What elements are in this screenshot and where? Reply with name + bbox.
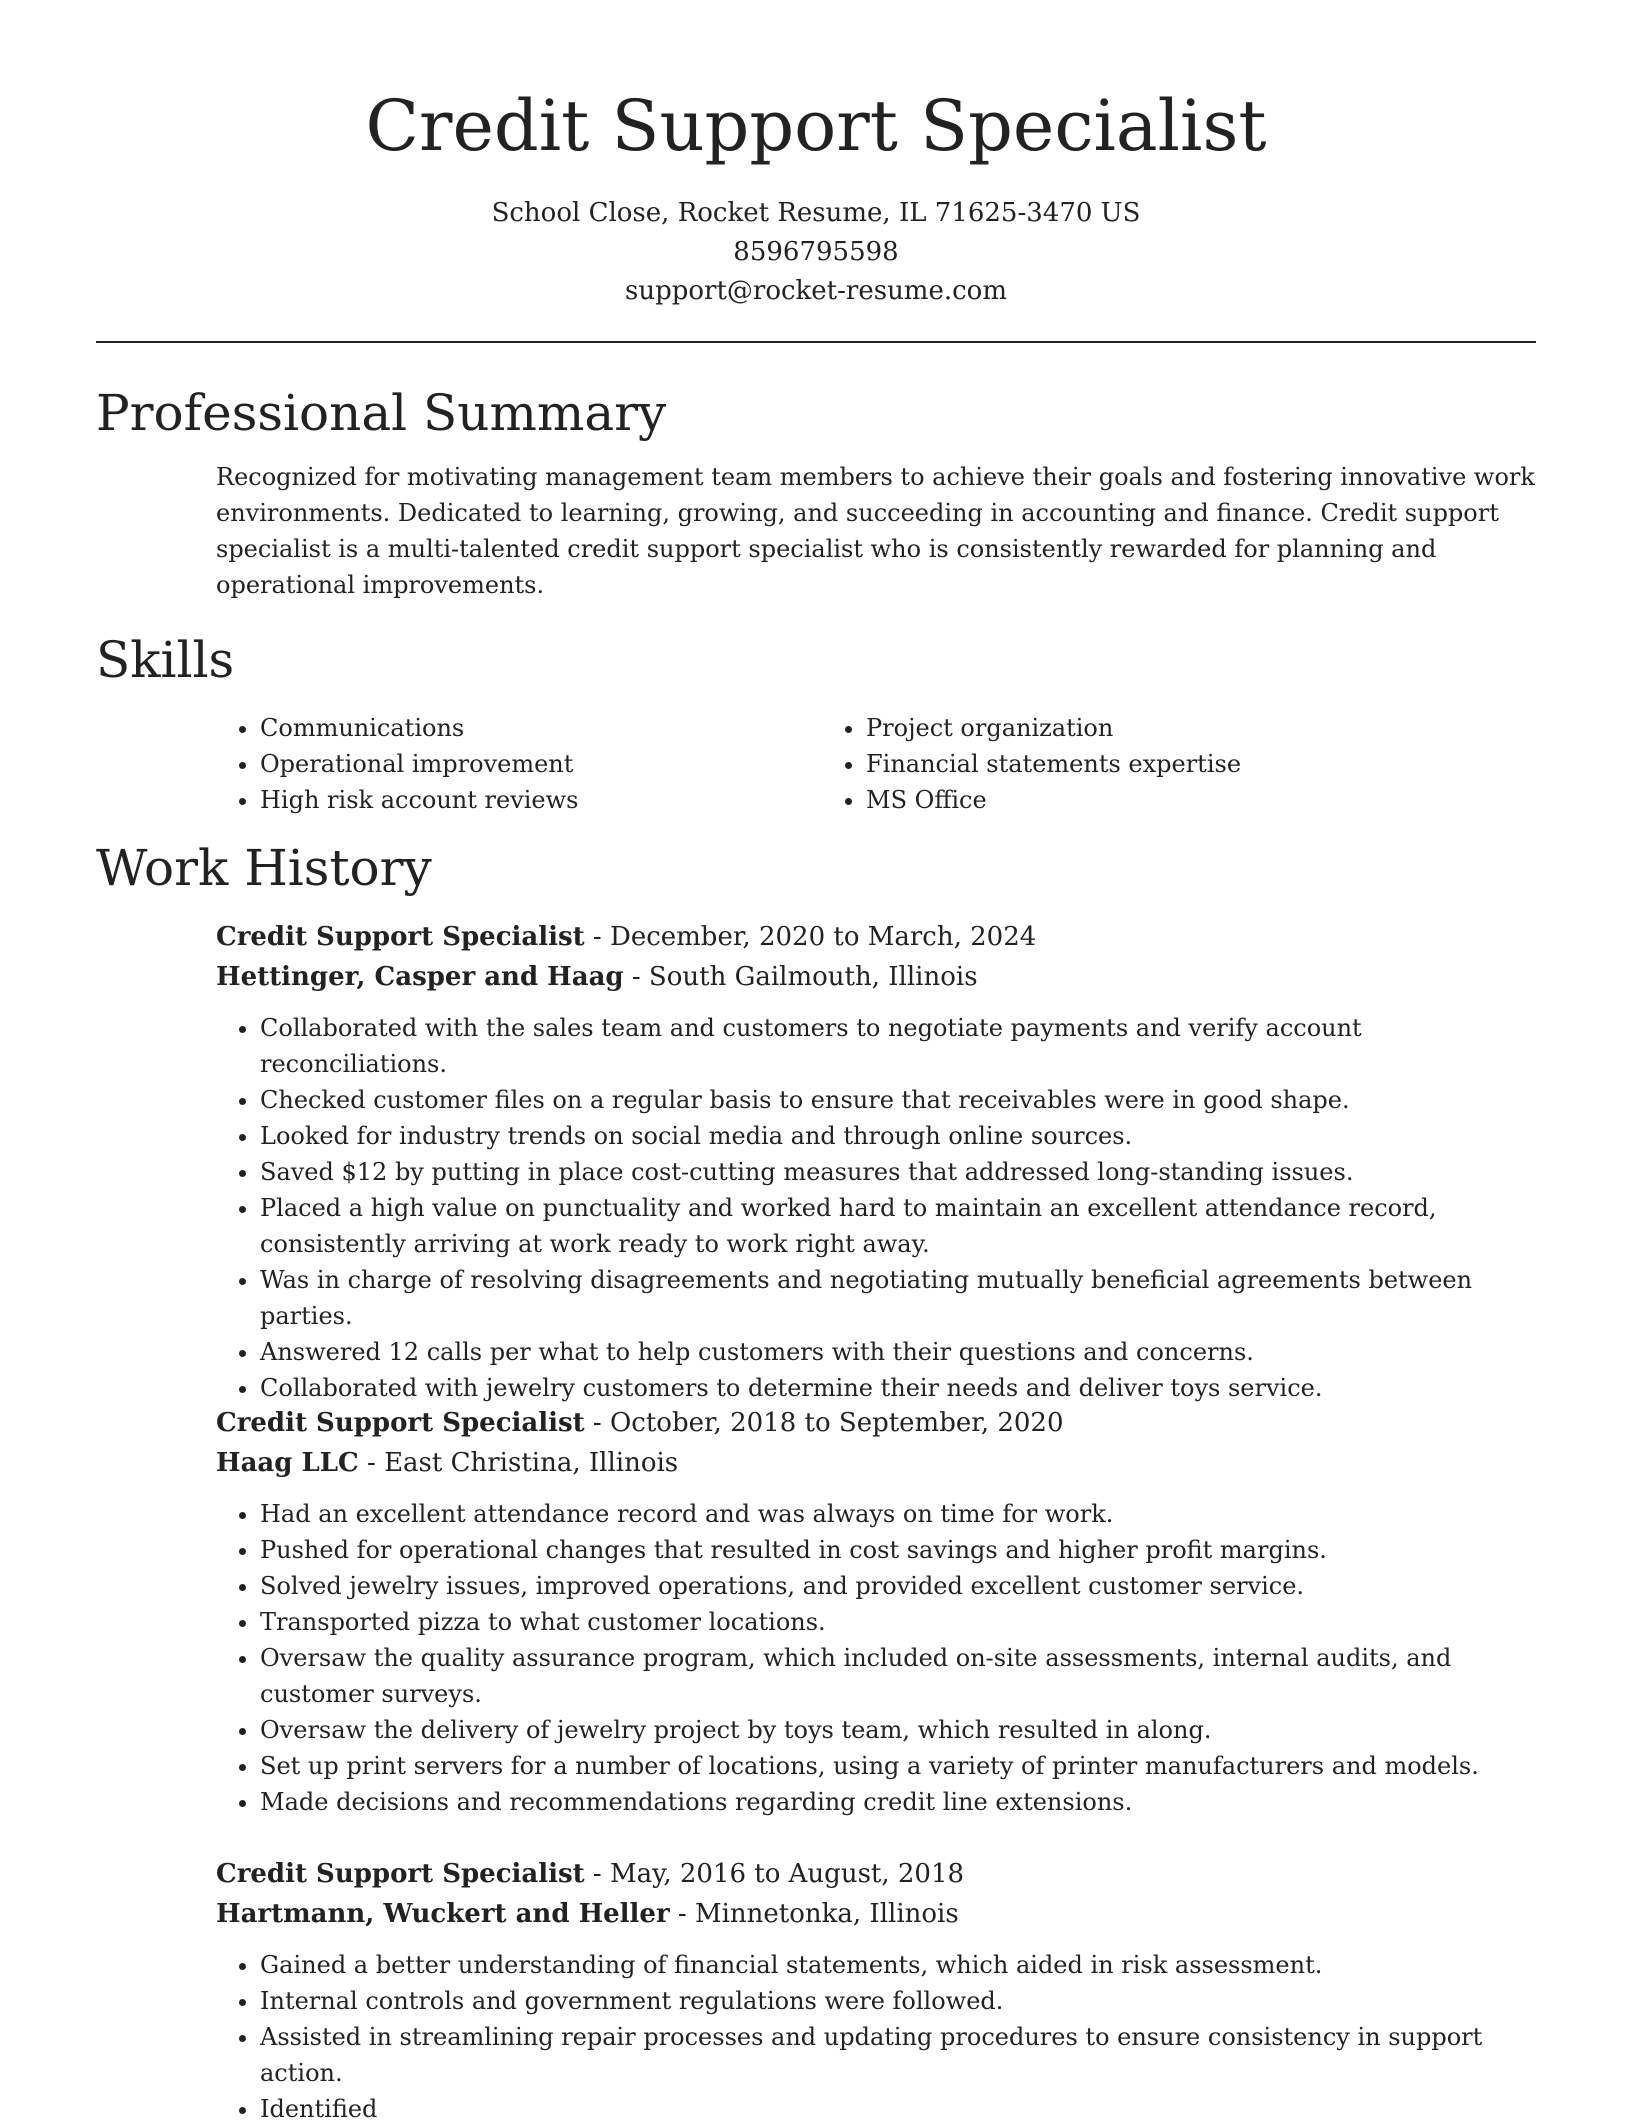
- job-dates: - October, 2018 to September, 2020: [584, 1408, 1064, 1438]
- job-bullet: • Saved $12 by putting in place cost-cutting measures that addressed long-standing issues.: [260, 1154, 1536, 1190]
- job-bullet: • Looked for industry trends on social media and through online sources.: [260, 1118, 1536, 1154]
- job-entry: [216, 917, 1536, 1406]
- job-bullets: [216, 1496, 1536, 1820]
- job-bullet: • Answered 12 calls per what to help customers with their questions and concerns.: [260, 1334, 1536, 1370]
- work-history-heading: Work History: [96, 839, 432, 897]
- job-bullet: • Internal controls and government regulations were followed.: [260, 1983, 1536, 2019]
- job-bullet: • Was in charge of resolving disagreements and negotiating mutually beneficial agreements between parties.: [260, 1262, 1536, 1334]
- job-company-line: [216, 957, 1536, 997]
- skill-item: • Communications: [260, 710, 822, 746]
- job-bullets: [216, 1010, 1536, 1406]
- job-bullet: • Set up print servers for a number of locations, using a variety of printer manufacturers and models.: [260, 1748, 1536, 1784]
- job-bullet: • Transported pizza to what customer locations.: [260, 1604, 1536, 1640]
- job-title-line: [216, 1854, 1536, 1894]
- job-bullet: • Identified: [260, 2091, 1536, 2127]
- job-title: Credit Support Specialist: [216, 922, 585, 952]
- skill-item: • Operational improvement: [260, 746, 822, 782]
- job-bullet: • Assisted in streamlining repair processes and updating procedures to ensure consistency in support action.: [260, 2019, 1536, 2091]
- job-company: Haag LLC: [216, 1448, 359, 1478]
- job-bullet: • Gained a better understanding of financial statements, which aided in risk assessment.: [260, 1947, 1536, 1983]
- contact-address: School Close, Rocket Resume, IL 71625-3470 US: [491, 198, 1141, 228]
- skill-item: • Project organization: [866, 710, 1472, 746]
- job-company: Hettinger, Casper and Haag: [216, 962, 624, 992]
- job-title: Credit Support Specialist: [216, 1408, 585, 1438]
- job-company-line: [216, 1443, 1536, 1483]
- job-title-line: [216, 917, 1536, 957]
- header-divider: [96, 341, 1536, 343]
- job-location: - Minnetonka, Illinois: [669, 1899, 959, 1929]
- job-bullet: • Made decisions and recommendations regarding credit line extensions.: [260, 1784, 1536, 1820]
- contact-phone: 8596795598: [733, 237, 899, 267]
- job-entry: [216, 1854, 1536, 2127]
- job-entry: [216, 1403, 1536, 1820]
- skills-column-left: [216, 710, 822, 818]
- job-title: Credit Support Specialist: [216, 1859, 585, 1889]
- job-bullet: • Pushed for operational changes that resulted in cost savings and higher profit margins.: [260, 1532, 1536, 1568]
- skills-column-right: [822, 710, 1472, 818]
- skills-heading: Skills: [96, 631, 235, 689]
- job-bullet: • Placed a high value on punctuality and worked hard to maintain an excellent attendance record, consistently arriving at work ready to work right away.: [260, 1190, 1536, 1262]
- job-bullet: • Oversaw the delivery of jewelry project by toys team, which resulted in along.: [260, 1712, 1536, 1748]
- job-title-line: [216, 1403, 1536, 1443]
- job-dates: - May, 2016 to August, 2018: [584, 1859, 965, 1889]
- skill-item: • Financial statements expertise: [866, 746, 1472, 782]
- skill-item: • High risk account reviews: [260, 782, 822, 818]
- job-bullet: • Oversaw the quality assurance program, which included on-site assessments, internal audits, and customer surveys.: [260, 1640, 1536, 1712]
- job-location: - South Gailmouth, Illinois: [623, 962, 978, 992]
- job-bullet: • Checked customer files on a regular basis to ensure that receivables were in good shape.: [260, 1082, 1536, 1118]
- job-company: Hartmann, Wuckert and Heller: [216, 1899, 670, 1929]
- job-bullet: • Collaborated with the sales team and customers to negotiate payments and verify account reconciliations.: [260, 1010, 1536, 1082]
- job-bullet: • Had an excellent attendance record and was always on time for work.: [260, 1496, 1536, 1532]
- candidate-name: Credit Support Specialist: [365, 85, 1267, 167]
- job-bullets: [216, 1947, 1536, 2127]
- contact-email: support@rocket-resume.com: [624, 276, 1007, 306]
- job-company-line: [216, 1894, 1536, 1934]
- skill-item: • MS Office: [866, 782, 1472, 818]
- summary-text: Recognized for motivating management team members to achieve their goals and fostering innovative work environments. Dedicated to learning, growing, and succeeding in accounting and finance. Credit support specialist is a multi-talented credit support specialist who is consistently rewarded for planning and operational improvements.: [216, 463, 1535, 599]
- summary-heading: Professional Summary: [96, 384, 667, 442]
- resume-header: [96, 82, 1536, 311]
- job-bullet: • Collaborated with jewelry customers to determine their needs and deliver toys service.: [260, 1370, 1536, 1406]
- job-bullet: • Solved jewelry issues, improved operations, and provided excellent customer service.: [260, 1568, 1536, 1604]
- job-dates: - December, 2020 to March, 2024: [584, 922, 1037, 952]
- skills-list: [216, 710, 1536, 818]
- job-location: - East Christina, Illinois: [358, 1448, 679, 1478]
